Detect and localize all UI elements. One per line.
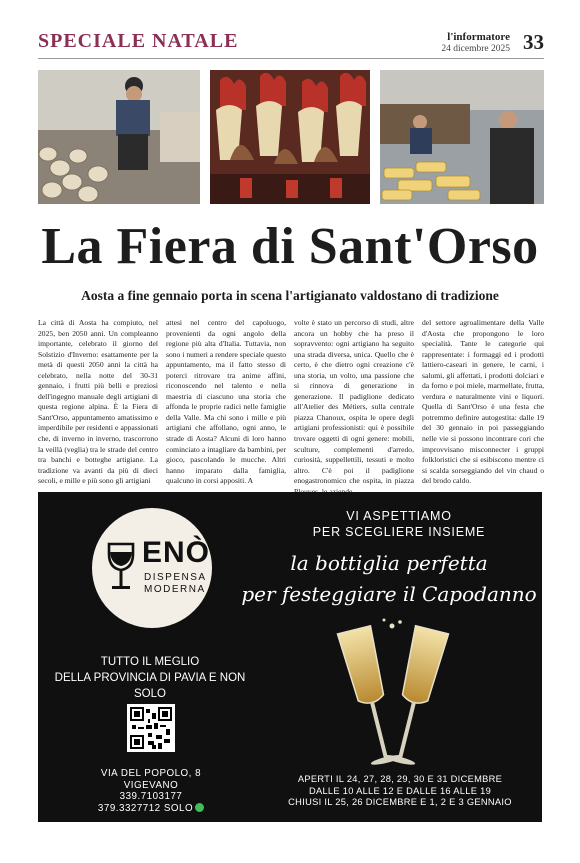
article-column-4: del settore agroalimentare della Valle d'Aosta che propongono le loro specialità. Tante le categorie qui rappresentate: i formaggi ed i prodotti lattiero-caseari in genere, le carni, i salumi, gli affettati, i prodotti dolciari e da forno e poi miele, marmellate, frutta, verdura e naturalmente vini e liquori. Quella di Sant'Orso è una festa che potremmo definire autogestita: dalle 19 del 30 gennaio in poi passeggiando nelle vie si possono incontrare cori che improvvisano misconnecter i gruppi folkloristici che si esibiscono mentre ci si scalda sorseggiando del vin chaud o del brodo caldo. xyxy=(422,318,544,486)
header-rule xyxy=(38,58,544,59)
ad-script-line-1: la bottiglia perfetta xyxy=(290,551,488,575)
ad-headline xyxy=(268,508,530,540)
page-number: 33 xyxy=(523,30,544,54)
ad-tagline xyxy=(38,654,262,702)
ad-headline-line-1: VI ASPETTIAMO xyxy=(346,509,452,523)
article-column-2: attesi nel centro del capoluogo, provenienti da ogni angolo della regione più alta d'Italia. Tuttavia, non sono i numeri a rendere speciale questo appuntamento, ma il fatto stesso di poterci ritrovare tra anime affini, riconoscendo nel talento e nella maestria di ciascuno una storia che affonda le proprie radici nelle famiglie della Valle. Ma chi sono i mille e più artigiani che affollano, ogni anno, le strade di Aosta? Alcuni di loro hanno cominciato a intagliare da bambini, per gioco, pascolando le mucche. Altri hanno imparato dalla famiglia, qualcuno in corsi appositi. A xyxy=(166,318,286,486)
article-body xyxy=(38,318,544,486)
publication-date: 24 dicembre 2025 xyxy=(441,44,510,54)
masthead xyxy=(441,31,510,55)
hours-line-2: DALLE 10 ALLE 12 E DALLE 16 ALLE 19 xyxy=(308,785,492,796)
phone-1[interactable]: 339.7103177 xyxy=(119,791,183,802)
publication-name: l'informatore xyxy=(447,31,510,43)
brand-logo xyxy=(92,508,212,628)
qr-code-icon xyxy=(127,704,175,752)
ad-tagline-line-2: DELLA PROVINCIA DI PAVIA E NON SOLO xyxy=(54,672,246,700)
ad-script-text xyxy=(236,548,542,610)
ad-address xyxy=(38,768,264,814)
photo-strip xyxy=(38,70,544,204)
brand-sub-dispensa: DISPENSA xyxy=(144,572,207,583)
photo-cheese-stall xyxy=(380,70,544,204)
brand-sub-moderna: MODERNA xyxy=(144,584,206,595)
hours-line-3: CHIUSI IL 25, 26 DICEMBRE E 1, 2 E 3 GENNAIO xyxy=(288,797,512,807)
wine-glass-icon xyxy=(106,542,136,592)
ad-headline-line-2: PER SCEGLIERE INSIEME xyxy=(312,525,486,539)
ad-opening-hours xyxy=(258,774,542,809)
article-title: La Fiera di Sant'Orso xyxy=(41,218,539,275)
whatsapp-icon xyxy=(195,803,204,812)
address-city: VIGEVANO xyxy=(123,779,179,791)
address-street: VIA DEL POPOLO, 8 xyxy=(100,768,202,779)
photo-wooden-roosters xyxy=(210,70,370,204)
article-column-3: volte è stato un percorso di studi, altre ancora un hobby che ha preso il sopravvento: ogni artigiano ha seguito una strada diversa, unica. Quello che è certo, è che dietro ogni creazione c'è una storia, un volto, una passione che si rinnova di generazione in generazione. Il padiglione dedicato all'Atelier des Métiers, sulla centrale piazza Chanoux, ospita le opere degli artigiani professionisti: qui è possibile trovare oggetti di ogni genere: mobili, sculture, complementi d'arredo, curiosità, suppellettili, tessuti e molto altro. C'è poi il padiglione enogastronomico che ospita, in piazza xyxy=(294,318,414,486)
page-header xyxy=(38,30,544,58)
ad-script-line-2: per festeggiare il Capodanno xyxy=(241,582,537,606)
champagne-glasses-icon xyxy=(318,622,468,772)
section-title: SPECIALE NATALE xyxy=(38,30,239,52)
brand-name: ENÒ xyxy=(142,536,211,569)
hours-line-1: APERTI IL 24, 27, 28, 29, 30 E 31 DICEMBRE xyxy=(297,774,503,784)
phone-2[interactable]: 379.3327712 SOLO xyxy=(97,802,194,814)
photo-woodcarver xyxy=(38,70,200,204)
ad-tagline-line-1: TUTTO IL MEGLIO xyxy=(100,656,200,668)
phone-2-row xyxy=(38,803,264,815)
article-subtitle: Aosta a fine gennaio porta in scena l'artigianato valdostano di tradizione xyxy=(81,288,499,303)
advertisement xyxy=(38,492,542,822)
article-column-1: La città di Aosta ha compiuto, nel 2025, ben 2050 anni. Un compleanno importante, celebrato il giorno del Solstizio d'Inverno: esattamente per la metà di questi 2050 anni la città ha celebrato, nella notte del 30-31 gennaio, i frutti più belli e preziosi dell'ingegno manuale degli artigiani di questa regione alpina. È la Fiera di Sant'Orso, appuntamento amatissimo e imperdibile per residenti e appassionati che, di inverno in inverno, trascorrono la veillà (veglia) tra le strade del centro tra banchi e botteghe artigiane. La tradizione va avanti da più di dieci secoli, e mille e più sono gli artigiani xyxy=(38,318,158,486)
